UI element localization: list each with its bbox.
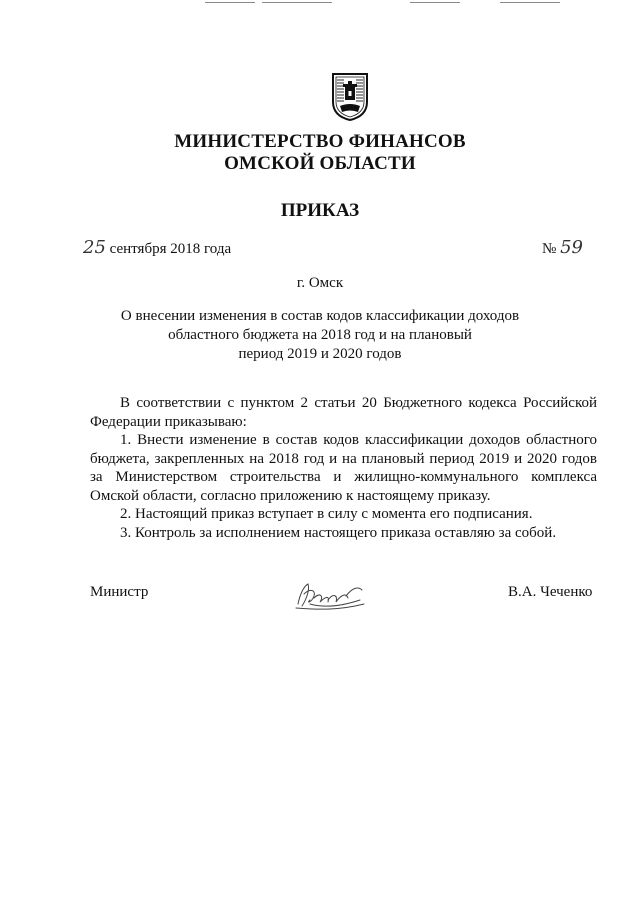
order-subject bbox=[100, 307, 540, 364]
scan-artifact bbox=[410, 2, 460, 3]
date-day-handwritten: 25 bbox=[83, 237, 106, 258]
date-text: сентября 2018 года bbox=[105, 241, 232, 257]
subject-line-1: О внесении изменения в состав кодов классификации доходов bbox=[120, 308, 520, 324]
handwritten-signature-icon bbox=[290, 574, 370, 614]
scan-artifact bbox=[205, 2, 255, 3]
body-paragraph: В соответствии с пунктом 2 статьи 20 Бюджетного кодекса Российской Федерации приказываю: bbox=[90, 395, 597, 430]
body-paragraph: 3. Контроль за исполнением настоящего приказа оставляю за собой. bbox=[120, 524, 557, 541]
order-body bbox=[90, 394, 597, 542]
subject-line-3: период 2019 и 2020 годов bbox=[238, 346, 402, 362]
scan-artifact bbox=[262, 2, 332, 3]
omsk-coat-of-arms-icon bbox=[330, 72, 370, 122]
ministry-name bbox=[0, 131, 640, 175]
order-date bbox=[83, 237, 231, 258]
body-paragraph: 1. Внести изменение в состав кодов классификации доходов областного бюджета, закрепленных на 2018 год и на плановый период 2019 и 2020 годов за Министерством строительства и жилищно-коммунального комплекса Омской области, согласно приложению к настоящему приказу. bbox=[90, 432, 597, 504]
document-type-title: ПРИКАЗ bbox=[280, 200, 360, 221]
signer-position: Министр bbox=[90, 584, 149, 600]
ministry-line-1: МИНИСТЕРСТВО ФИНАНСОВ bbox=[174, 131, 466, 152]
city: г. Омск bbox=[296, 275, 344, 291]
ministry-line-2: ОМСКОЙ ОБЛАСТИ bbox=[224, 153, 416, 174]
body-paragraph: 2. Настоящий приказ вступает в силу с момента его подписания. bbox=[120, 506, 533, 522]
signer-name: В.А. Чеченко bbox=[508, 584, 593, 600]
number-value-handwritten: 59 bbox=[560, 237, 583, 258]
order-number bbox=[542, 237, 583, 258]
subject-line-2: областного бюджета на 2018 год и на плановый bbox=[168, 327, 472, 343]
scan-artifact bbox=[500, 2, 560, 3]
number-label: № bbox=[542, 241, 561, 257]
